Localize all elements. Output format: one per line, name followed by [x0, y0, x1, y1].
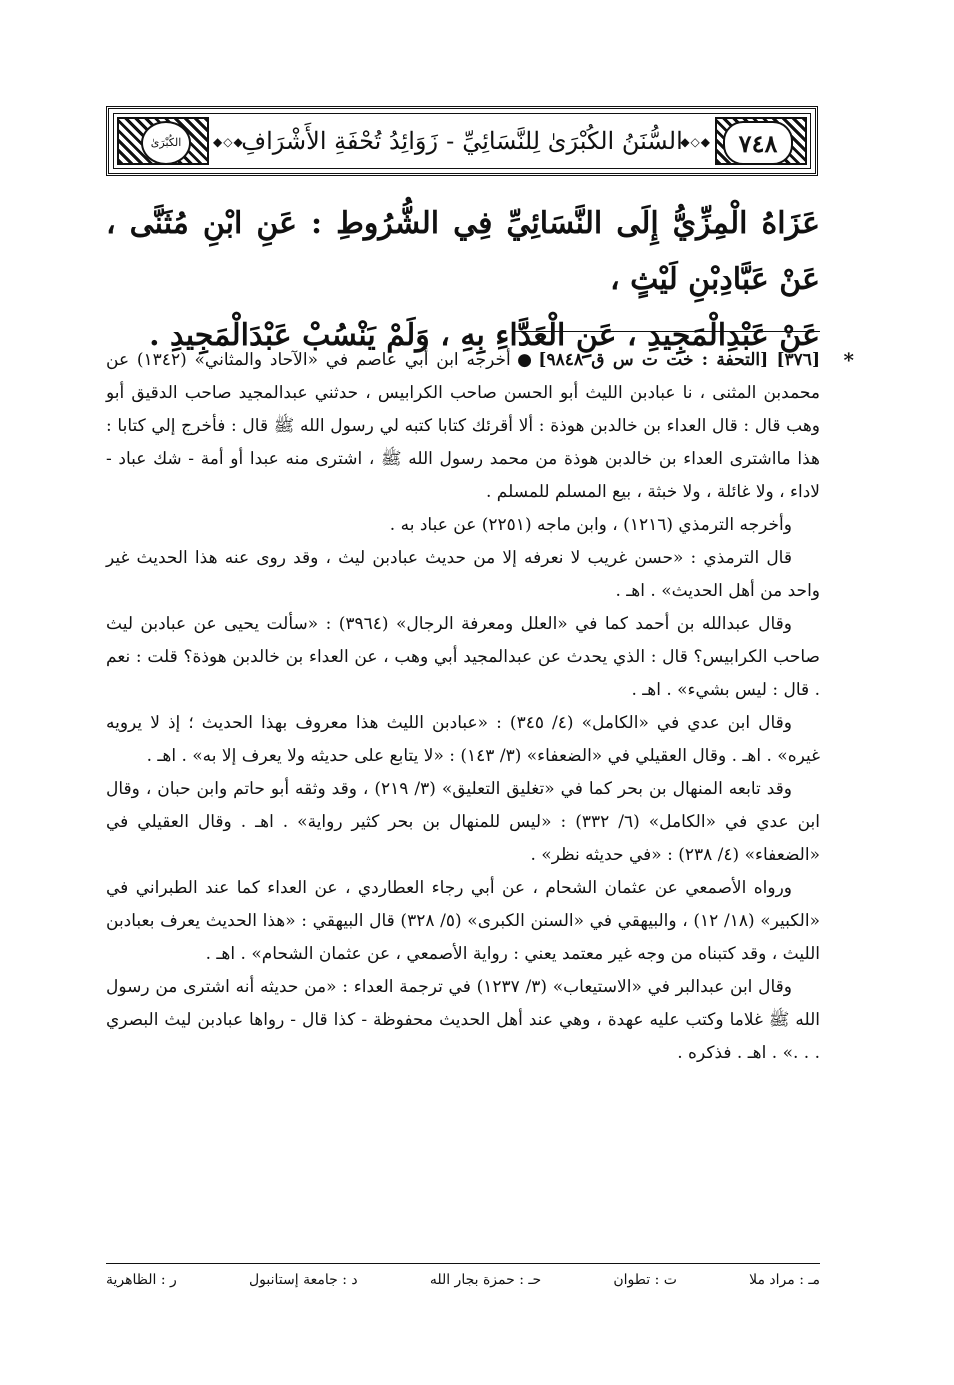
star-marker-icon: * — [843, 348, 854, 372]
diamond-ornament-icon: ◆◇◆ — [213, 135, 244, 149]
header-title-wrap — [229, 121, 695, 161]
header-ornament-right — [715, 117, 807, 165]
manuscript-legend — [106, 1272, 820, 1296]
footnotes — [106, 344, 854, 1070]
footnote-paragraph: وأخرجه الترمذي (١٢١٦) ، وابن ماجه (٢٢٥١) عن عباد به . — [389, 515, 792, 535]
diamond-ornament-icon: ◆◇◆ — [680, 135, 711, 149]
legend-item: ت : تطوان — [613, 1272, 677, 1288]
footnote-paragraph: وقال ابن عدي في «الكامل» (٤/ ٣٤٥) : «عبادبن الليث هذا معروف بهذا الحديث ؛ إذ لا يرويه غيره» . اهـ . وقال العقيلي في «الضعفاء» (٣/ ١٤٣) : «لا يتابع على حديثه ولا يعرف إلا به» . اهـ . — [106, 713, 820, 766]
legend-item: ر : الظاهرية — [106, 1272, 177, 1288]
page-header — [106, 106, 818, 176]
legend-item: حـ : حمزة بجار الله — [429, 1272, 542, 1288]
footnote-paragraph: وقال عبدالله بن أحمد كما في «العلل ومعرفة الرجال» (٣٩٦٤) : «سألت يحيى عن عبادبن ليث صاحب الكرابيس؟ قال : الذي يحدث عن عبدالمجيد أبي وهب ، عن العداء بن خالدبن هوذة؟ قلت : نعم . قال : ليس بشيء» . اهـ . — [106, 614, 820, 700]
footnote-text: أخرجه ابن أبي عاصم في «الآحاد والمثاني» (١٣٤٢) عن محمدبن المثنى ، نا عبادبن الليث أبو الحسن صاحب الكرابيس ، حدثني عبدالمجيد صاحب الدقيق أبو وهب قال : قال العداء بن خالدبن هوذة : ألا أقرئك كتابا كتبه لي رسول الله ﷺ قال : فأخرج إلي كتابا : هذا مااشترى العداء بن خالدبن هوذة من محمد رسول الله ﷺ ، اشترى منه عبدا أو أمة - شك عباد - لاداء ، ولا غائلة ، ولا خبثة ، بيع المسلم للمسلم . — [106, 350, 820, 502]
header-title — [241, 127, 683, 155]
footnote-reference: [٣٧٦] [التحفة : خت ت س ق ٩٨٤٨] — [538, 350, 820, 370]
book-seal-icon: الكُبْرَىٰ — [141, 121, 191, 165]
header-title-book: السُّنَنُ الكُبْرَىٰ لِلنَّسَائِيِّ — [462, 127, 683, 155]
legend-item: د : جامعة إستانبول — [249, 1272, 358, 1288]
footnote-separator — [514, 331, 820, 332]
legend-item: مـ : مراد ملا — [749, 1272, 820, 1288]
footnote-paragraph: قال الترمذي : «حسن غريب لا نعرفه إلا من حديث عبادبن ليث ، وقد روى عنه هذا الحديث غير واحد من أهل الحديث» . اهـ . — [106, 548, 820, 601]
header-title-section: زَوَائِدُ تُحْفَةِ الأَشْرَافِ — [241, 127, 439, 155]
footnote-paragraph: ورواه الأصمعي عن عثمان الشحام ، عن أبي رجاء العطاردي ، عن العداء كما عند الطبراني في «الكبير» (١٨/ ١٢) ، والبيهقي في «السنن الكبرى» (٥/ ٣٢٨) قال البيهقي : «هذا الحديث يعرف بعبادبن الليث ، وقد كتبناه من وجه غير معتمد يعني : رواية الأصمعي ، عن عثمان الشحام» . اهـ . — [106, 878, 820, 964]
page-number: ٧٤٨ — [723, 121, 793, 165]
main-text — [106, 196, 820, 364]
header-title-separator: - — [446, 127, 455, 155]
main-text-line: عَنْ عَبْدِالْمَجِيدِ ، عَنِ الْعَدَّاءِ بِهِ ، وَلَمْ يَنْسُبْ عَبْدَالْمَجِيدِ . — [149, 318, 820, 353]
footnote-paragraph — [106, 344, 820, 509]
bullet-icon: ● — [514, 350, 535, 370]
header-ornament-left — [117, 117, 209, 165]
main-text-line: عَزَاهُ الْمِزِّيُّ إِلَى النَّسَائِيِّ فِي الشُّرُوطِ : عَنِ ابْنِ مُثَنَّى ، عَنْ عَبَّادِبْنِ لَيْثٍ ، — [106, 206, 820, 297]
legend-separator — [106, 1263, 820, 1264]
footnote-paragraph: وقال ابن عبدالبر في «الاستيعاب» (٣/ ١٢٣٧) في ترجمة العداء : «من حديثه أنه اشترى من رسول الله ﷺ غلاما وكتب عليه عهدة ، وهي عند أهل الحديث محفوظة - كذا قال - رواها عبادبن ليث البصري . . .» . اهـ . فذكره . — [106, 977, 820, 1063]
footnote-paragraph: وقد تابعه المنهال بن بحر كما في «تغليق التعليق» (٣/ ٢١٩) ، وقد وثقه أبو حاتم وابن حبان ، وقال ابن عدي في «الكامل» (٦/ ٣٣٢) : «ليس للمنهال بن بحر كثير رواية» . اهـ . وقال العقيلي في «الضعفاء» (٤/ ٢٣٨) : «في حديثه نظر» . — [106, 779, 820, 865]
